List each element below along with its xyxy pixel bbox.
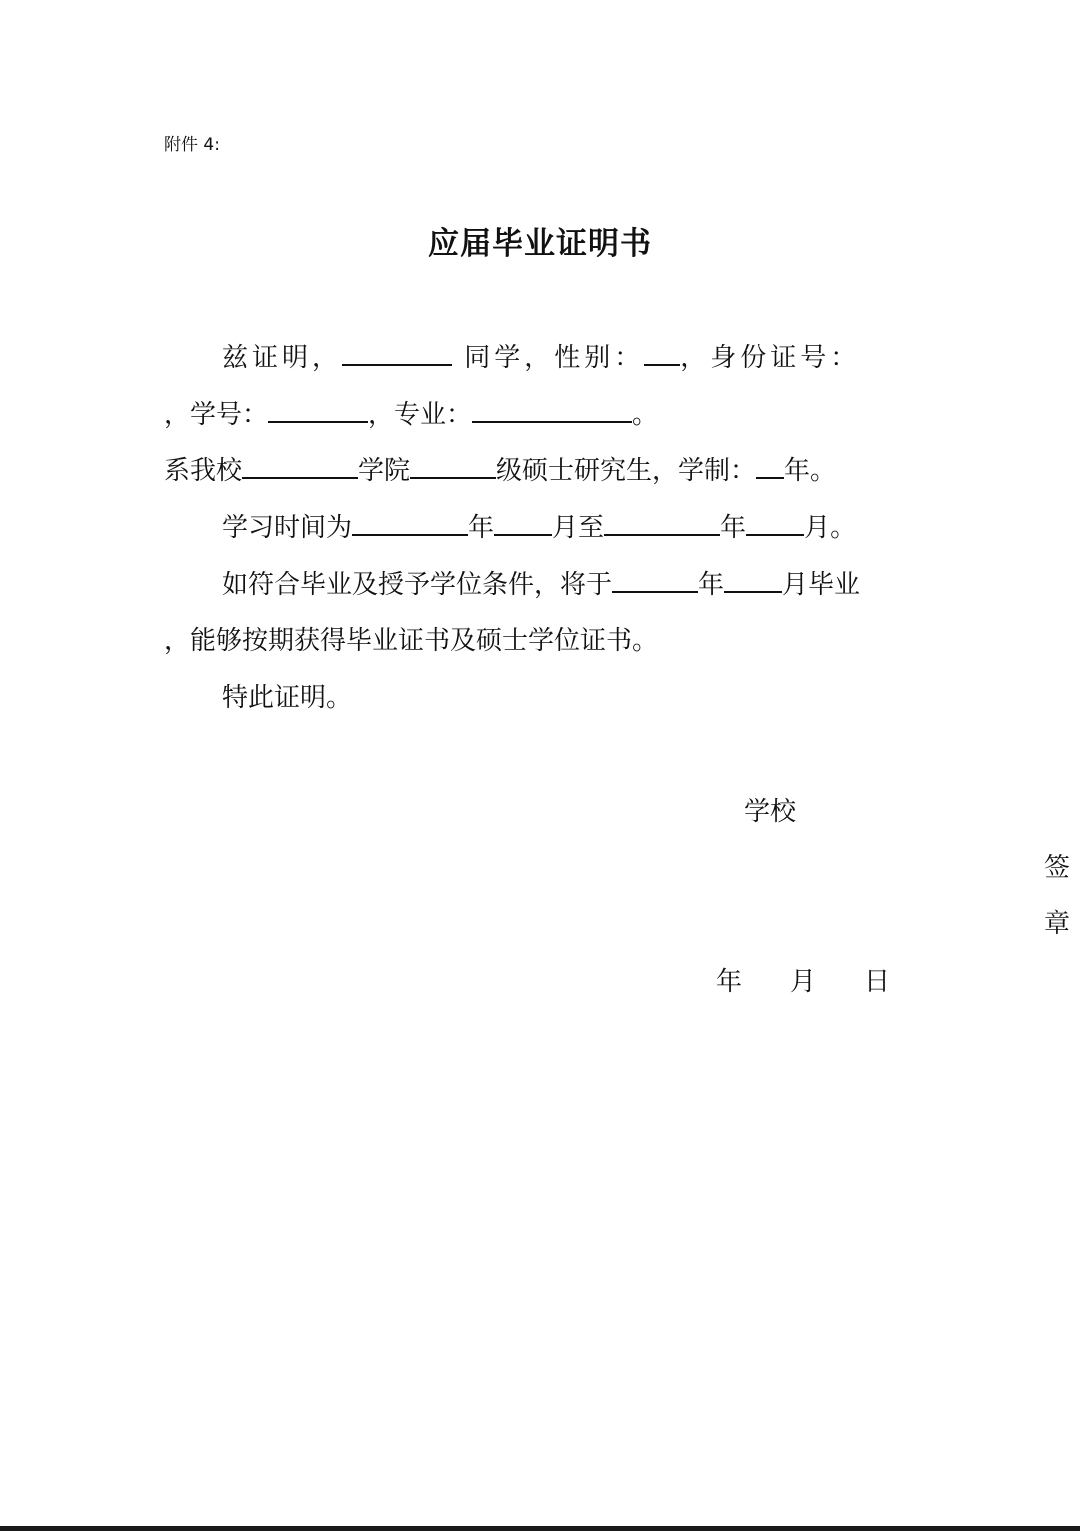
- end-month-blank: [746, 508, 804, 536]
- document-title: 应届毕业证明书: [428, 226, 652, 262]
- body-line-3: [164, 451, 836, 491]
- line5-suffix: 月毕业: [782, 570, 861, 600]
- start-month-blank: [494, 508, 552, 536]
- line2-after-student-id: ，专业：: [368, 400, 473, 430]
- body-line-4: [222, 508, 856, 548]
- line2-suffix: 。: [632, 400, 659, 430]
- major-blank: [472, 395, 632, 423]
- body-line-2: [164, 395, 658, 435]
- line4-prefix: 学习时间为: [222, 513, 353, 543]
- line4-year1: 年: [468, 513, 495, 543]
- date-day: 日: [864, 967, 891, 997]
- line1-after-gender: ，身份证号：: [680, 343, 861, 373]
- grad-year-blank: [612, 565, 698, 593]
- line4-year2: 年: [720, 513, 747, 543]
- body-line-7: 特此证明。: [222, 683, 353, 713]
- body-line-6: ，能够按期获得毕业证书及硕士学位证书。: [164, 626, 659, 656]
- attachment-label: 附件 4:: [164, 135, 220, 155]
- line5-prefix: 如符合毕业及授予学位条件，将于: [222, 570, 613, 600]
- school-label: 学校: [744, 797, 797, 827]
- date-year: 年: [716, 967, 743, 997]
- line1-after-name: 同学，性别：: [452, 343, 645, 373]
- line3-prefix: 系我校: [164, 456, 243, 486]
- page-bottom-edge: [0, 1526, 1080, 1531]
- gender-blank: [644, 338, 680, 366]
- start-year-blank: [352, 508, 468, 536]
- line4-month-to: 月至: [552, 513, 605, 543]
- body-line-1: [222, 338, 860, 378]
- date-line: [716, 962, 890, 1002]
- seal-char-sign: 签: [1044, 853, 1071, 883]
- name-blank: [342, 338, 452, 366]
- line4-suffix: 月。: [804, 513, 857, 543]
- college-blank: [410, 451, 496, 479]
- student-id-blank: [268, 395, 368, 423]
- school-blank: [242, 451, 358, 479]
- duration-blank: [756, 451, 784, 479]
- body-line-5: [222, 565, 860, 605]
- line2-prefix: ，学号：: [164, 400, 269, 430]
- grad-month-blank: [724, 565, 782, 593]
- line3-after-college: 级硕士研究生，学制：: [496, 456, 757, 486]
- line3-after-school: 学院: [358, 456, 411, 486]
- line1-prefix: 兹证明，: [222, 343, 343, 373]
- end-year-blank: [604, 508, 720, 536]
- line3-suffix: 年。: [784, 456, 837, 486]
- date-month: 月: [790, 967, 817, 997]
- line5-year: 年: [698, 570, 725, 600]
- seal-char-stamp: 章: [1044, 909, 1071, 939]
